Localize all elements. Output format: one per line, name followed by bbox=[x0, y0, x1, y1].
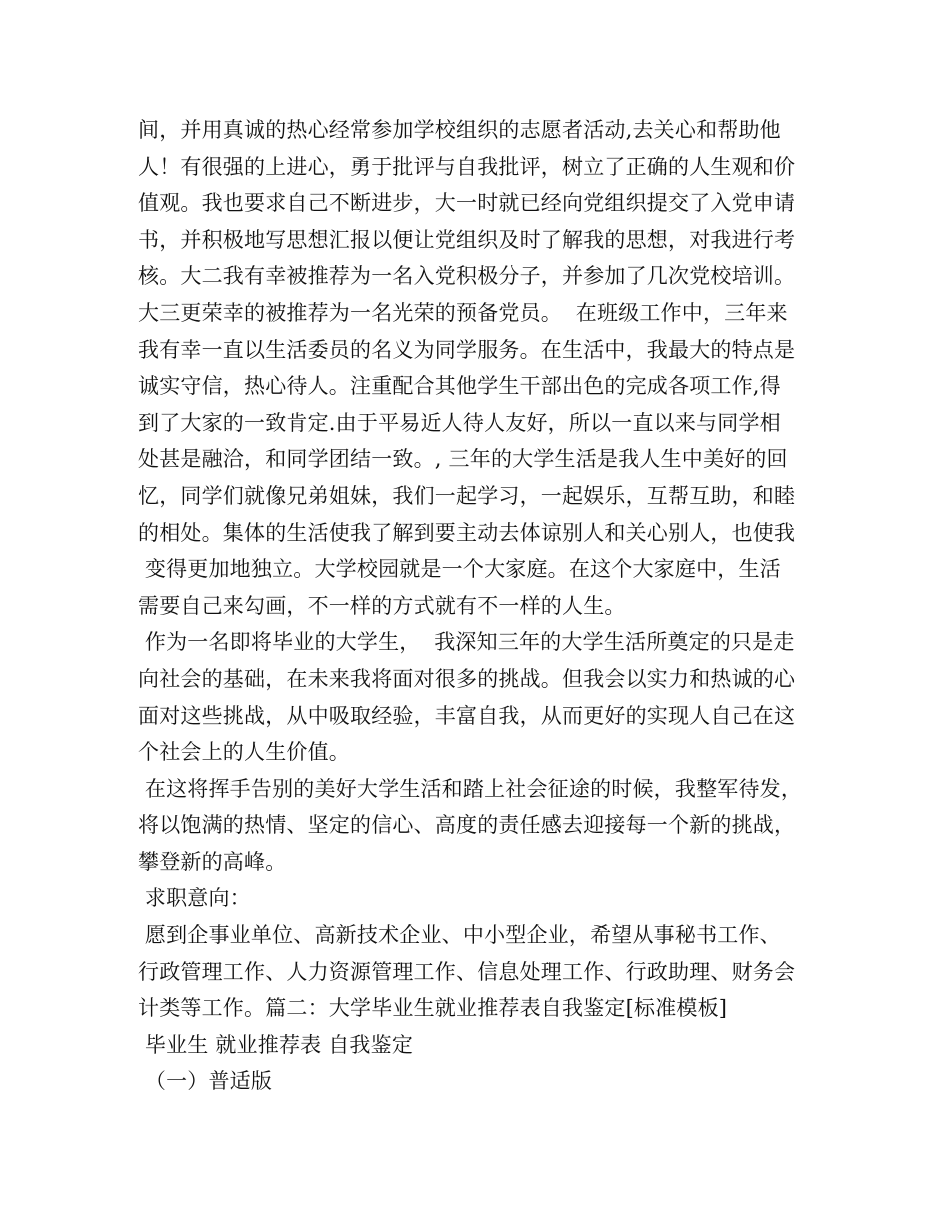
text-line: 愿到企事业单位、高新技术企业、中小型企业，希望从事秘书工作、 bbox=[138, 923, 781, 948]
text-line: 变得更加地独立。大学校园就是一个大家庭。在这个大家庭中，生活 bbox=[138, 557, 781, 582]
text-line: 值观。我也要求自己不断进步，大一时就已经向党组织提交了入党申请 bbox=[138, 191, 796, 216]
text-line: 诚实守信，热心待人。注重配合其他学生干部出色的完成各项工作,得 bbox=[138, 374, 781, 399]
text-line: 攀登新的高峰。 bbox=[138, 849, 287, 874]
text-line: 行政管理工作、人力资源管理工作、信息处理工作、行政助理、财务会 bbox=[138, 959, 796, 984]
text-line: 向社会的基础，在未来我将面对很多的挑战。但我会以实力和热诚的心 bbox=[138, 666, 796, 691]
text-line: 人！有很强的上进心，勇于批评与自我批评，树立了正确的人生观和价 bbox=[138, 154, 796, 179]
text-line: 我有幸一直以生活委员的名义为同学服务。在生活中，我最大的特点是 bbox=[138, 337, 796, 362]
section-heading: 求职意向： bbox=[138, 886, 251, 911]
section-heading: 毕业生 就业推荐表 自我鉴定 bbox=[138, 1032, 414, 1057]
text-line: 到了大家的一致肯定.由于平易近人待人友好，所以一直以来与同学相 bbox=[138, 410, 781, 435]
text-line: 的相处。集体的生活使我了解到要主动去体谅别人和关心别人，也使我 bbox=[138, 520, 796, 545]
text-line: 间，并用真诚的热心经常参加学校组织的志愿者活动,去关心和帮助他 bbox=[138, 118, 781, 142]
text-line: 将以饱满的热情、坚定的信心、高度的责任感去迎接每一个新的挑战， bbox=[138, 813, 796, 838]
text-line: 处甚是融洽，和同学团结一致。, 三年的大学生活是我人生中美好的回 bbox=[138, 447, 788, 472]
text-line: 核。大二我有幸被推荐为一名入党积极分子，并参加了几次党校培训。 bbox=[138, 264, 796, 289]
text-line: 需要自己来勾画，不一样的方式就有不一样的人生。 bbox=[138, 593, 626, 618]
text-line: 个社会上的人生价值。 bbox=[138, 740, 350, 765]
text-line: 忆，同学们就像兄弟姐妹，我们一起学习，一起娱乐，互帮互助，和睦 bbox=[138, 483, 796, 508]
text-line: 大三更荣幸的被推荐为一名光荣的预备党员。 在班级工作中，三年来 bbox=[138, 300, 788, 325]
text-line: 在这将挥手告别的美好大学生活和踏上社会征途的时候，我整军待发， bbox=[138, 776, 803, 801]
text-line: 面对这些挑战，从中吸取经验，丰富自我，从而更好的实现人自己在这 bbox=[138, 703, 796, 728]
text-line: 书，并积极地写思想汇报以便让党组织及时了解我的思想，对我进行考 bbox=[138, 227, 796, 252]
document-body bbox=[138, 112, 838, 1100]
section-heading: （一）普适版 bbox=[138, 1069, 273, 1094]
text-line: 作为一名即将毕业的大学生， 我深知三年的大学生活所奠定的只是走 bbox=[138, 630, 795, 655]
text-line: 计类等工作。篇二：大学毕业生就业推荐表自我鉴定[标准模板] bbox=[138, 996, 728, 1021]
